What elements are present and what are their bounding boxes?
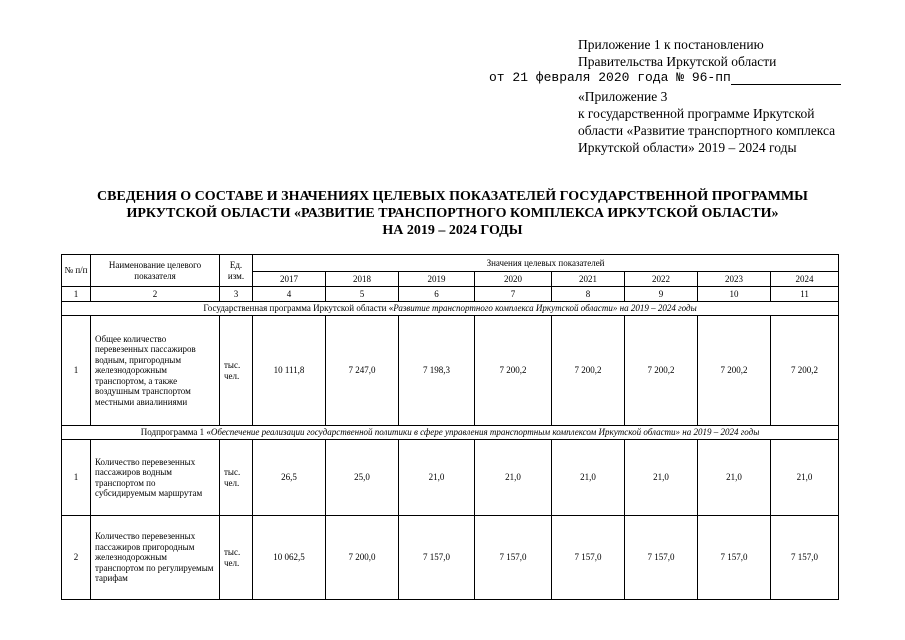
program-appendix-line-1: «Приложение 3: [578, 89, 668, 104]
row-value: 21,0: [771, 440, 839, 516]
program-appendix-line-4: Иркутской области» 2019 – 2024 годы: [578, 140, 797, 155]
row-name: Количество перевезенных пассажиров пригородным железнодорожным транспортом по регулируемым тарифам: [91, 516, 220, 600]
title-line-2: ИРКУТСКОЙ ОБЛАСТИ «РАЗВИТИЕ ТРАНСПОРТНОГО КОМПЛЕКСА ИРКУТСКОЙ ОБЛАСТИ»: [126, 206, 779, 221]
index-cell: 5: [326, 287, 399, 302]
index-cell: 6: [399, 287, 475, 302]
index-cell: 11: [771, 287, 839, 302]
year-cell: 2018: [326, 272, 399, 287]
row-value: 7 200,2: [625, 316, 698, 426]
program-row: [62, 302, 839, 316]
signature-underline: [731, 72, 841, 85]
row-value: 7 200,2: [698, 316, 771, 426]
subprogram-title-cell: [62, 426, 839, 440]
program-prefix: Государственная программа Иркутской области «: [203, 303, 394, 314]
subprogram-title: Обеспечение реализации государственной политики в сфере управления транспортным комплексом Иркутской области» на 2019 – 2024 годы: [210, 427, 760, 438]
row-value: 7 200,2: [552, 316, 625, 426]
row-num: 2: [62, 516, 91, 600]
program-title: Развитие транспортного комплекса Иркутской области» на 2019 – 2024 годы: [393, 303, 697, 314]
appendix-header: [578, 36, 776, 70]
appendix-line-2: Правительства Иркутской области: [578, 54, 777, 69]
index-cell: 8: [552, 287, 625, 302]
subprogram-prefix: Подпрограмма 1 «: [140, 427, 211, 438]
row-unit: тыс. чел.: [220, 316, 253, 426]
row-value: 7 157,0: [771, 516, 839, 600]
year-cell: 2024: [771, 272, 839, 287]
row-value: 10 062,5: [253, 516, 326, 600]
year-cell: 2021: [552, 272, 625, 287]
index-cell: 3: [220, 287, 253, 302]
title-line-1: СВЕДЕНИЯ О СОСТАВЕ И ЗНАЧЕНИЯХ ЦЕЛЕВЫХ ПОКАЗАТЕЛЕЙ ГОСУДАРСТВЕННОЙ ПРОГРАММЫ: [97, 189, 808, 204]
table-row: [62, 440, 839, 516]
header-name: Наименование целевого показателя: [91, 255, 220, 287]
row-value: 21,0: [475, 440, 552, 516]
row-value: 25,0: [326, 440, 399, 516]
index-cell: 4: [253, 287, 326, 302]
row-num: 1: [62, 316, 91, 426]
year-cell: 2019: [399, 272, 475, 287]
row-value: 7 157,0: [552, 516, 625, 600]
program-title-cell: [62, 302, 839, 316]
row-unit: тыс. чел.: [220, 440, 253, 516]
index-cell: 2: [91, 287, 220, 302]
row-name: Количество перевезенных пассажиров водным транспортом по субсидируемым маршрутам: [91, 440, 220, 516]
header-num: № п/п: [62, 255, 91, 287]
year-cell: 2023: [698, 272, 771, 287]
row-num: 1: [62, 440, 91, 516]
row-value: 7 157,0: [625, 516, 698, 600]
row-value: 10 111,8: [253, 316, 326, 426]
row-value: 7 200,2: [771, 316, 839, 426]
row-value: 7 198,3: [399, 316, 475, 426]
row-value: 26,5: [253, 440, 326, 516]
column-index-row: [62, 287, 839, 302]
row-value: 7 157,0: [475, 516, 552, 600]
row-value: 21,0: [552, 440, 625, 516]
title-line-3: НА 2019 – 2024 ГОДЫ: [382, 223, 523, 238]
row-name: Общее количество перевезенных пассажиров водным, пригородным железнодорожным транспортом, а также воздушным транспортом местными авиалиниями: [91, 316, 220, 426]
table-row: [62, 516, 839, 600]
program-appendix-line-3: области «Развитие транспортного комплекса: [578, 123, 836, 138]
row-value: 7 200,2: [475, 316, 552, 426]
decree-text: от 21 февраля 2020 года № 96-пп: [489, 70, 731, 85]
header-values: Значения целевых показателей: [253, 255, 839, 272]
year-cell: 2022: [625, 272, 698, 287]
row-value: 21,0: [698, 440, 771, 516]
indicators-table: [61, 254, 839, 600]
appendix-line-1: Приложение 1 к постановлению: [578, 37, 764, 52]
year-cell: 2017: [253, 272, 326, 287]
row-value: 7 157,0: [698, 516, 771, 600]
program-appendix-line-2: к государственной программе Иркутской: [578, 106, 815, 121]
row-value: 7 157,0: [399, 516, 475, 600]
index-cell: 10: [698, 287, 771, 302]
index-cell: 1: [62, 287, 91, 302]
table-row: [62, 316, 839, 426]
document-title: [0, 188, 905, 239]
row-value: 7 200,0: [326, 516, 399, 600]
row-unit: тыс. чел.: [220, 516, 253, 600]
row-value: 7 247,0: [326, 316, 399, 426]
header-unit: Ед. изм.: [220, 255, 253, 287]
subprogram-row: [62, 426, 839, 440]
program-appendix-header: [578, 88, 835, 156]
year-cell: 2020: [475, 272, 552, 287]
row-value: 21,0: [625, 440, 698, 516]
row-value: 21,0: [399, 440, 475, 516]
decree-reference: [489, 70, 841, 85]
index-cell: 9: [625, 287, 698, 302]
index-cell: 7: [475, 287, 552, 302]
header-row: [62, 255, 839, 272]
